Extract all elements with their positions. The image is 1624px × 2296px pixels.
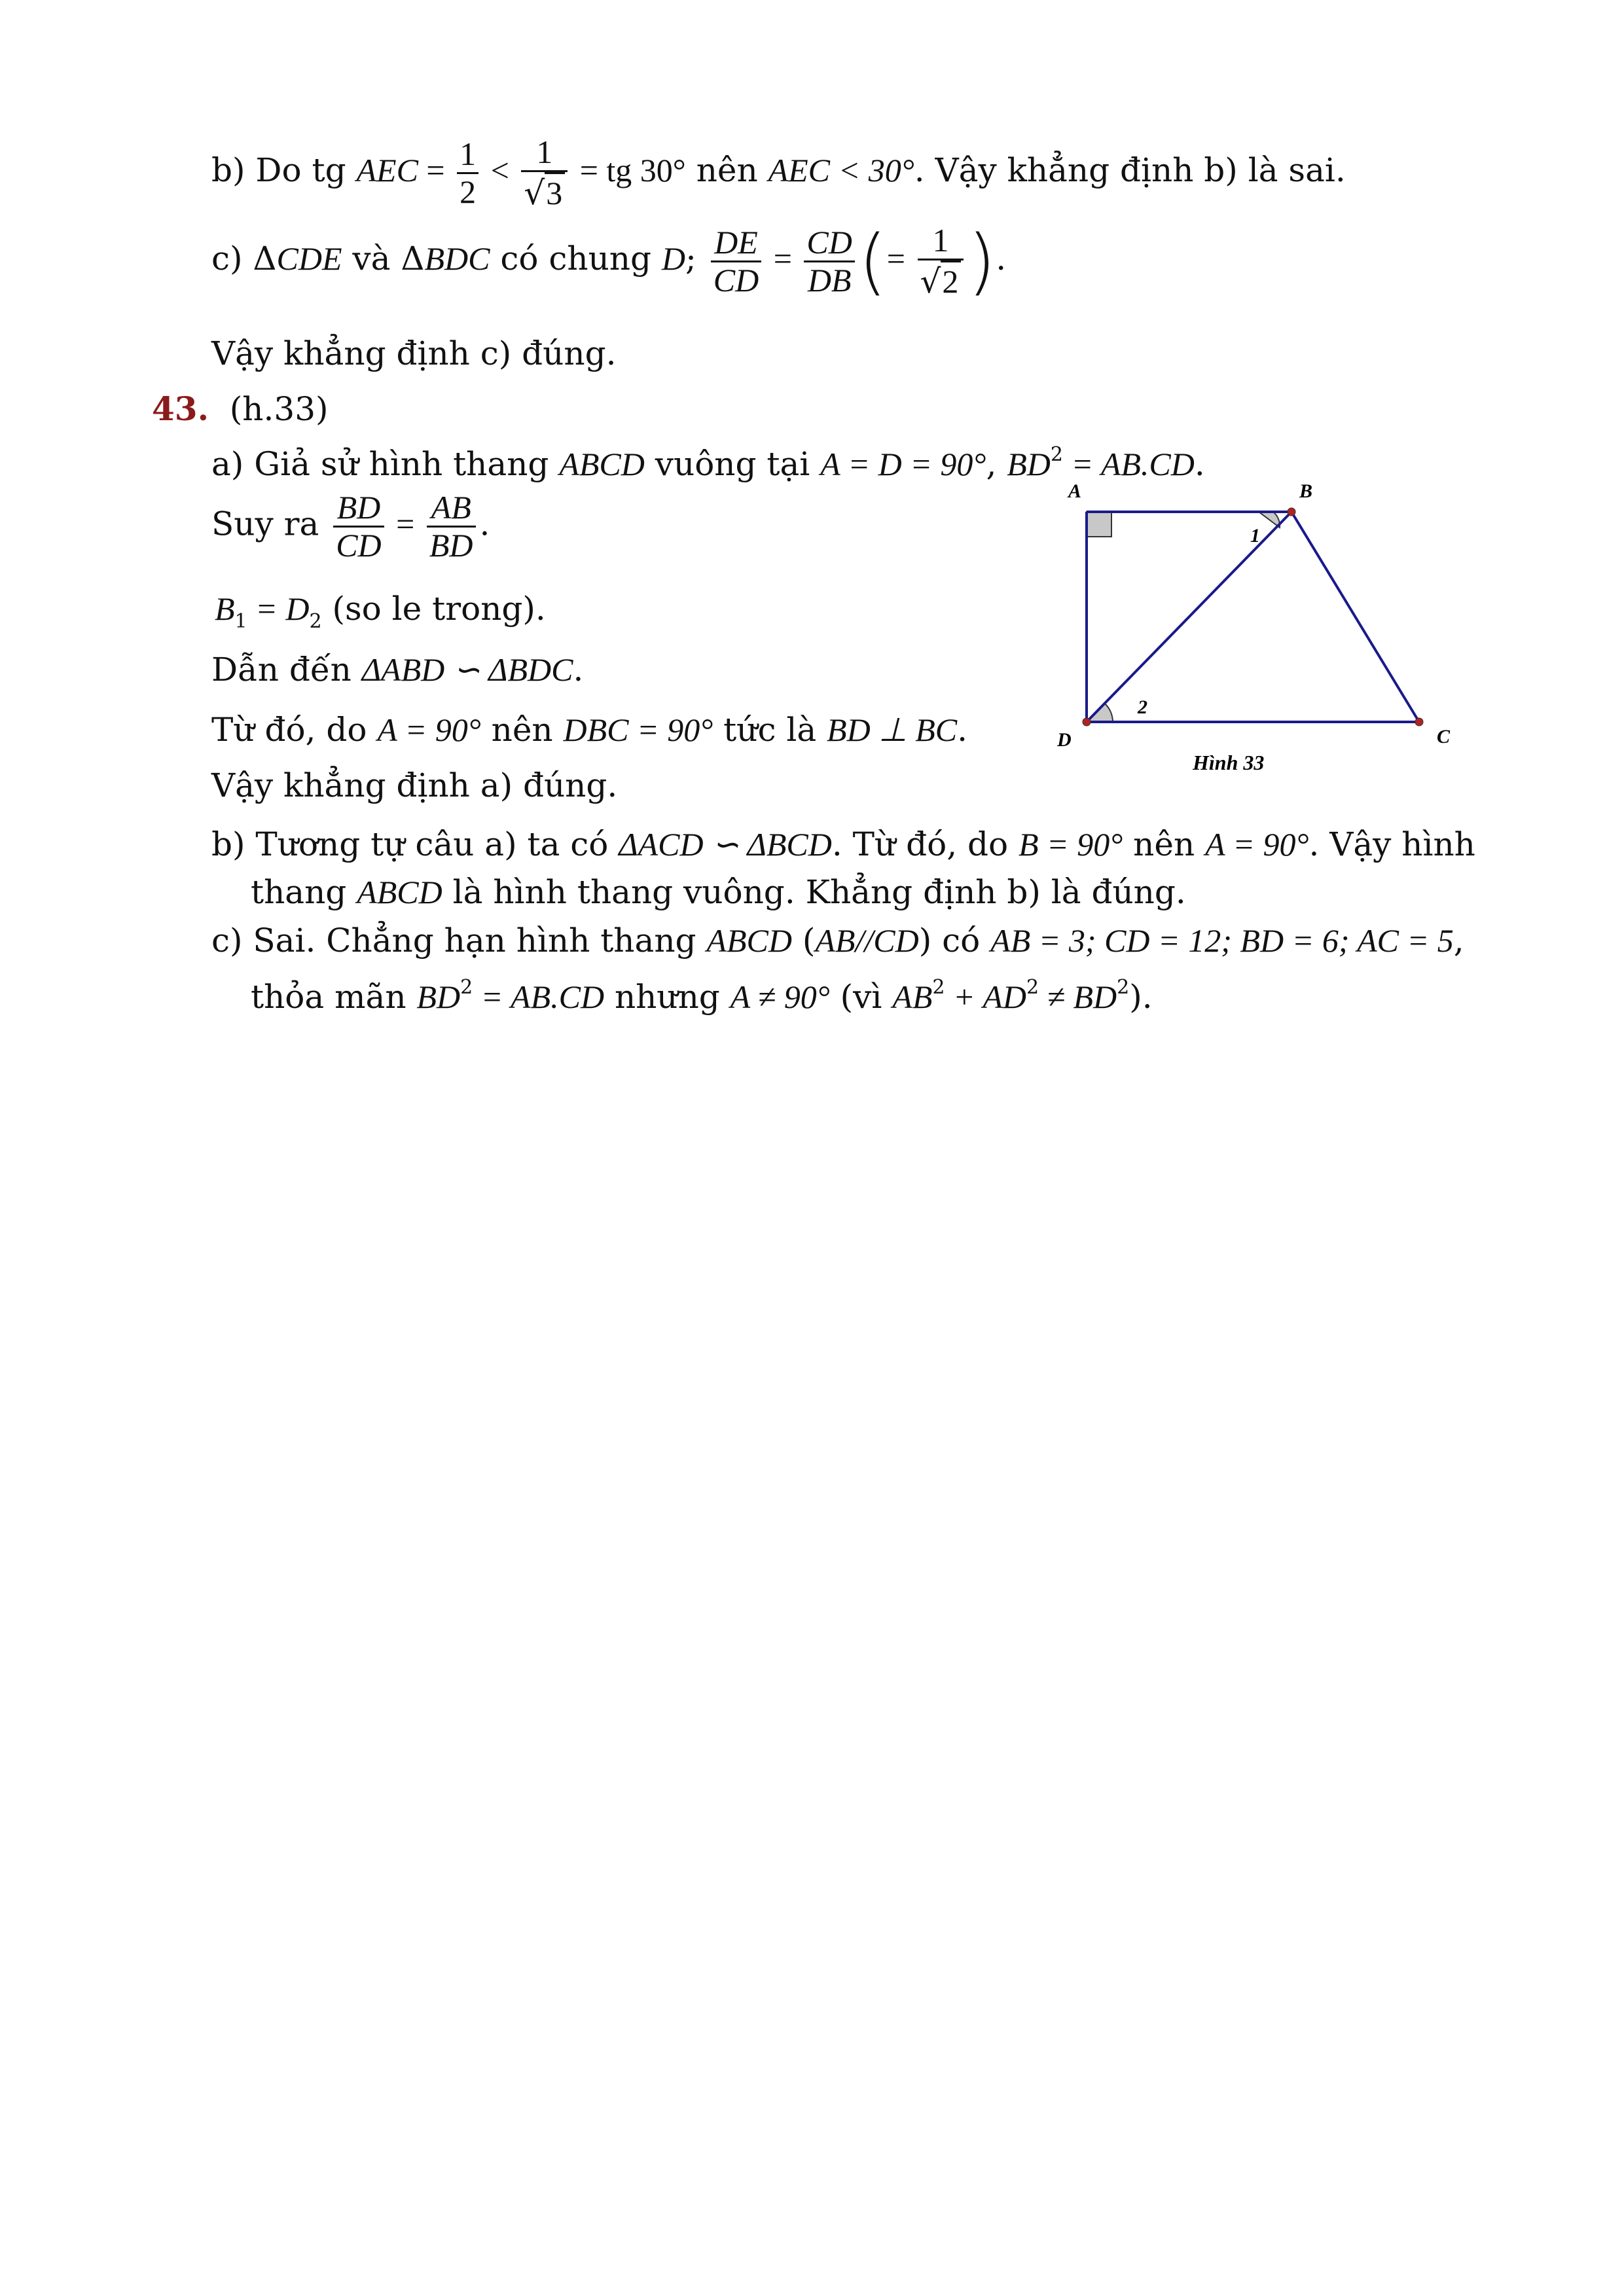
- math: B = 90°: [1019, 826, 1123, 863]
- text: (: [791, 922, 816, 960]
- fraction: [918, 223, 964, 300]
- text: ,: [986, 445, 1007, 483]
- text-line-b-prev: [211, 134, 1346, 211]
- text-line-c-prev-conclusion: Vậy khẳng định c) đúng.: [211, 334, 617, 372]
- label-C: C: [1437, 726, 1451, 747]
- math: BD: [1007, 446, 1051, 482]
- exercise-number: 43.: [152, 389, 209, 428]
- diagonal-BD: [1087, 512, 1291, 722]
- math: A = 90°: [1205, 826, 1309, 863]
- text: tức là: [713, 711, 827, 749]
- numerator: 1: [918, 223, 964, 260]
- label-B: B: [1299, 480, 1313, 502]
- math: ABCD: [559, 446, 645, 482]
- text: . Vậy khẳng định b) là sai.: [914, 151, 1346, 189]
- math: DBC = 90°: [563, 711, 713, 748]
- math: B: [215, 590, 235, 627]
- text: ,: [1453, 922, 1464, 960]
- subscript: 2: [309, 610, 322, 633]
- text: là hình thang vuông. Khẳng định b) là đúng.: [442, 873, 1186, 911]
- math: ABCD: [357, 874, 442, 910]
- math: = D: [247, 590, 310, 627]
- math: CDE: [276, 240, 342, 277]
- text: và: [342, 240, 401, 278]
- text: Suy ra: [211, 505, 330, 543]
- label-angle-1: 1: [1250, 525, 1260, 547]
- triangle-symbol: Δ: [401, 240, 425, 278]
- denominator: CD: [336, 527, 382, 564]
- denominator: CD: [713, 261, 759, 298]
- math: A = D = 90°: [820, 446, 986, 482]
- figure-33: [1034, 478, 1492, 785]
- superscript: 2: [1117, 976, 1130, 999]
- text: .: [957, 711, 968, 749]
- triangle-symbol: Δ: [253, 240, 277, 278]
- text: c) Sai. Chẳng hạn hình thang: [211, 922, 707, 960]
- numerator: AB: [427, 490, 476, 528]
- text-line-b1: [211, 825, 1475, 863]
- text: ;: [685, 240, 707, 278]
- text: Từ đó, do: [211, 711, 378, 749]
- math: = AB.CD: [473, 978, 605, 1015]
- text-line-a1: [211, 443, 1205, 483]
- math: A ≠ 90°: [730, 978, 830, 1015]
- text: ) có: [918, 922, 991, 960]
- math: = AB.CD: [1062, 446, 1195, 482]
- text: Dẫn đến: [211, 651, 362, 689]
- denominator: 2: [460, 173, 477, 210]
- math: ≠ BD: [1039, 978, 1117, 1015]
- math: + AD: [945, 978, 1026, 1015]
- text-line-c-prev: [211, 219, 1007, 303]
- denominator: BD: [429, 527, 473, 564]
- numerator: DE: [711, 224, 761, 262]
- math: BD ⊥ BC: [827, 711, 958, 748]
- math: =: [765, 240, 801, 277]
- text: thang: [251, 873, 357, 911]
- text: có chung: [490, 240, 662, 278]
- figure-reference: (h.33): [229, 390, 329, 428]
- paren: ): [967, 219, 996, 303]
- paren: (: [858, 219, 887, 303]
- radicand: 2: [941, 260, 961, 300]
- label-D: D: [1057, 729, 1072, 751]
- text: thỏa mãn: [251, 978, 417, 1016]
- math: AB = 3; CD = 12; BD = 6; AC = 5: [990, 922, 1454, 959]
- numerator: CD: [804, 224, 854, 262]
- math: =: [886, 240, 914, 277]
- text-line-b2: [251, 873, 1186, 911]
- point-B: [1288, 508, 1295, 516]
- radical-sign: √: [524, 174, 545, 212]
- text: c): [211, 240, 253, 278]
- denominator: [521, 172, 568, 211]
- side-BC: [1291, 512, 1419, 722]
- math: BDC: [424, 240, 490, 277]
- text-line-a6: Vậy khẳng định a) đúng.: [211, 766, 618, 804]
- text: b) Do tg: [211, 151, 357, 189]
- denominator: DB: [807, 261, 852, 298]
- numerator: BD: [333, 490, 384, 528]
- label-angle-2: 2: [1138, 696, 1147, 718]
- fraction: [804, 224, 854, 298]
- math: BD: [416, 978, 461, 1015]
- fraction: [333, 490, 384, 564]
- math: ΔACD ∽ ΔBCD: [619, 826, 832, 863]
- exercise-43-header: [152, 389, 329, 428]
- math: ΔABD ∽ ΔBDC: [361, 651, 573, 688]
- text: .: [479, 505, 490, 543]
- text-line-c2: [251, 976, 1153, 1016]
- radical-sign: √: [920, 262, 941, 300]
- superscript: 2: [932, 976, 945, 999]
- text: (vì: [829, 978, 893, 1016]
- text: vuông tại: [644, 445, 821, 483]
- superscript: 2: [460, 976, 473, 999]
- text: (so le trong).: [321, 590, 546, 628]
- point-C: [1415, 718, 1423, 726]
- text: nhưng: [604, 978, 731, 1016]
- math: AEC < 30°: [768, 152, 914, 188]
- fraction: [521, 134, 568, 211]
- fraction: [711, 224, 761, 298]
- text: a) Giả sử hình thang: [211, 445, 560, 483]
- figure-caption: Hình 33: [1193, 751, 1265, 774]
- text: . Từ đó, do: [831, 825, 1019, 863]
- text: nên: [1123, 825, 1206, 863]
- text: nên: [685, 151, 768, 189]
- label-A: A: [1068, 480, 1082, 502]
- text: .: [1194, 445, 1205, 483]
- angle-mark-B1: [1259, 512, 1280, 528]
- text: .: [573, 651, 584, 689]
- text-line-a5: [211, 711, 968, 749]
- math: AB//CD: [815, 922, 919, 959]
- math: =: [418, 152, 454, 188]
- text-line-c1: [211, 922, 1464, 960]
- text-line-a3: [215, 592, 546, 632]
- denominator: [918, 260, 964, 300]
- radicand: 3: [545, 172, 565, 211]
- math: AB: [892, 978, 933, 1015]
- math: D: [661, 240, 685, 277]
- numerator: 1: [521, 134, 568, 172]
- text: b) Tương tự câu a) ta có: [211, 825, 619, 863]
- text: nên: [480, 711, 564, 749]
- subscript: 1: [234, 610, 247, 633]
- text-line-a4: [211, 651, 584, 689]
- text: . Vậy hình: [1308, 825, 1475, 863]
- math: <: [482, 152, 518, 188]
- math: ABCD: [706, 922, 792, 959]
- point-D: [1083, 718, 1091, 726]
- superscript: 2: [1026, 976, 1039, 999]
- math: = tg 30°: [571, 152, 686, 188]
- math: =: [388, 505, 423, 543]
- numerator: 1: [457, 136, 478, 174]
- superscript: 2: [1050, 443, 1063, 466]
- math: AEC: [356, 152, 418, 188]
- text: ).: [1129, 978, 1153, 1016]
- math: A = 90°: [377, 711, 481, 748]
- text: .: [996, 240, 1007, 278]
- text-line-a2: [211, 490, 490, 564]
- fraction: [457, 136, 478, 210]
- right-angle-mark-A: [1087, 512, 1111, 537]
- fraction: [427, 490, 476, 564]
